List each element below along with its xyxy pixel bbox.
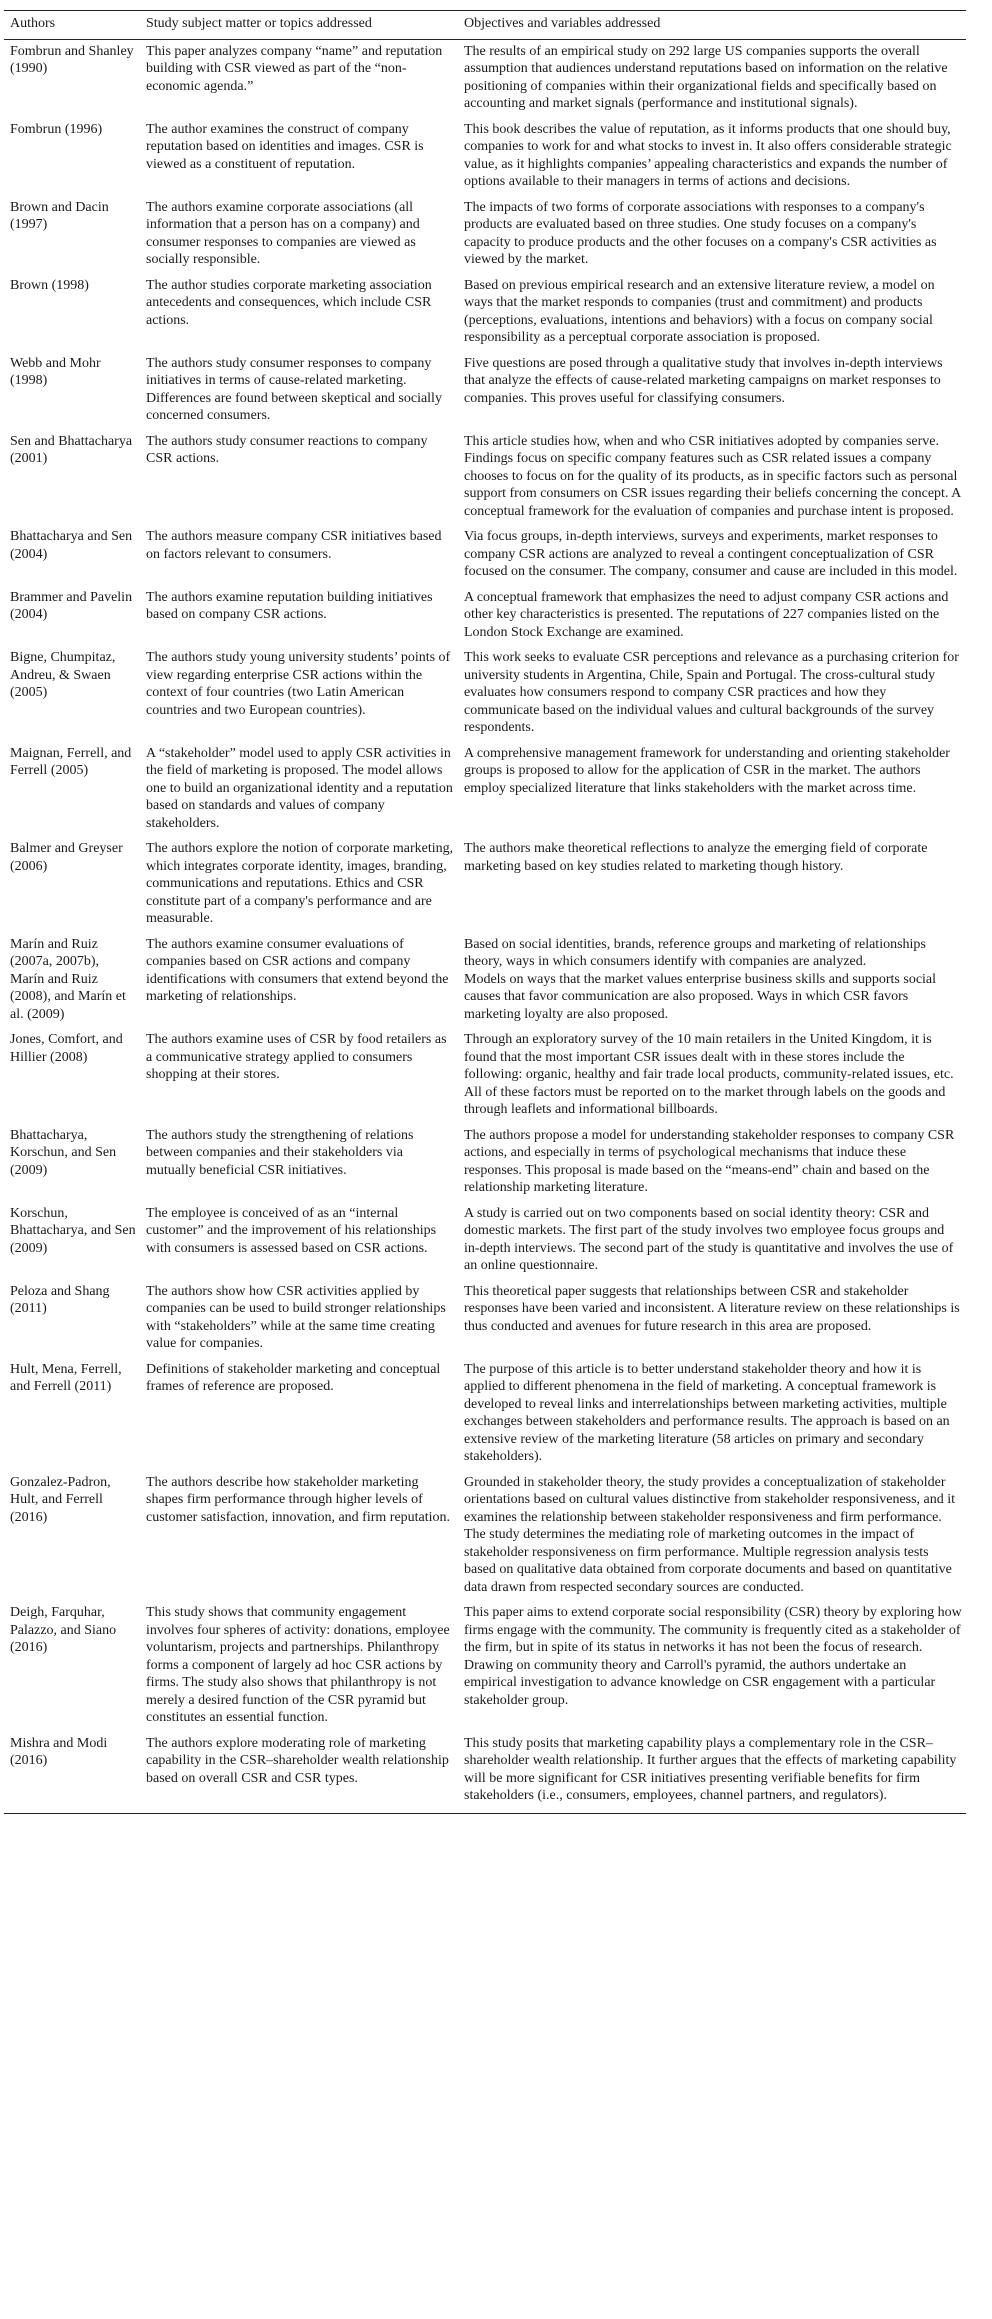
cell-topics: The authors examine consumer evaluations of companies based on CSR actions and company identifications with consumers that extend beyond the marketing of relationships.	[146, 936, 449, 1004]
cell-objectives	[458, 586, 966, 647]
cell-authors: Marín and Ruiz (2007a, 2007b), Marín and Ruiz (2008), and Marín et al. (2009)	[10, 936, 126, 1022]
cell-objectives	[458, 933, 966, 1029]
table-row	[4, 196, 966, 274]
table-row	[4, 837, 966, 933]
cell-authors: Balmer and Greyser (2006)	[10, 841, 123, 874]
cell-topics: A “stakeholder” model used to apply CSR activities in the field of marketing is proposed. The model allows one to build an organizational identity and a reputation based on standards and values of company stakeholders.	[146, 745, 453, 831]
cell-authors: Fombrun and Shanley (1990)	[10, 43, 134, 76]
header-objectives: Objectives and variables addressed	[458, 11, 966, 40]
objectives-paragraph: This article studies how, when and who CSR initiatives adopted by companies serve. Findings focus on specific company features such as CSR related issues a company chooses to focus on for the quality of its products, as in specific factors such as personal support from consumers on CSR issues regarding their beliefs concerning the concept. A conceptual framework for the evaluation of companies and purchase intent is proposed.	[464, 433, 961, 519]
cell-authors: Mishra and Modi (2016)	[4, 1732, 140, 1814]
objectives-paragraph: The purpose of this article is to better understand stakeholder theory and how it is applied to different phenomena in the field of marketing. A conceptual framework is developed to reveal links and interrelationships between marketing activities, multiple exchanges between stakeholders and performance results. The approach is based on an extensive review of the marketing literature (58 articles on primary and secondary stakeholders).	[464, 1361, 950, 1464]
cell-topics: The author examines the construct of company reputation based on identities and images. CSR is viewed as a constituent of reputation.	[146, 121, 424, 172]
table-row	[4, 430, 966, 526]
table-row	[4, 742, 966, 838]
cell-objectives	[458, 1601, 966, 1732]
cell-objectives	[458, 196, 966, 274]
literature-review-table	[4, 10, 966, 1814]
objectives-paragraph: Through an exploratory survey of the 10 main retailers in the United Kingdom, it is found that the most important CSR issues dealt with in these stores include the following: organic, healthy and fair trade local products, community-related issues, etc. All of these factors must be reported on to the market through labels on the goods and through leaflets and informational billboards.	[464, 1032, 954, 1117]
cell-topics: The authors study the strengthening of relations between companies and their stakeholders via mutually beneficial CSR initiatives.	[146, 1127, 414, 1178]
cell-authors: Korschun, Bhattacharya, and Sen (2009)	[10, 1205, 136, 1256]
objectives-paragraph: This study posits that marketing capability plays a complementary role in the CSR–shareholder wealth relationship. It further argues that the effects of marketing capability will be more significant for CSR initiatives presenting verifiable benefits for firm stakeholders (i.e., consumers, employees, channel partners, and regulators).	[464, 1735, 957, 1803]
objectives-paragraph: This theoretical paper suggests that relationships between CSR and stakeholder responses have been varied and inconsistent. A literature review on these relationships is thus conducted and avenues for future research in this area are proposed.	[464, 1283, 960, 1334]
table-row	[4, 118, 966, 196]
objectives-paragraph: The authors propose a model for understanding stakeholder responses to company CSR actions, and especially in terms of psychological mechanisms that induce these responses. This proposal is made based on the “means-end” chain and based on the relationship marketing literature.	[464, 1127, 955, 1195]
cell-authors: Bigne, Chumpitaz, Andreu, & Swaen (2005)	[10, 650, 116, 700]
cell-topics: The authors explore moderating role of marketing capability in the CSR–shareholder wealth relationship based on overall CSR and CSR types.	[140, 1732, 458, 1814]
table-row	[4, 1202, 966, 1280]
table-row	[4, 1471, 966, 1602]
cell-topics: The authors show how CSR activities applied by companies can be used to build stronger relationships with “stakeholders” while at the same time creating value for companies.	[146, 1283, 446, 1351]
cell-topics: This paper analyzes company “name” and reputation building with CSR viewed as part of the “non-economic agenda.”	[146, 43, 443, 94]
cell-authors: Gonzalez-Padron, Hult, and Ferrell (2016)	[10, 1474, 111, 1525]
cell-authors: Fombrun (1996)	[10, 121, 103, 137]
cell-objectives	[458, 646, 966, 742]
cell-topics: Definitions of stakeholder marketing and conceptual frames of reference are proposed.	[146, 1361, 441, 1394]
cell-topics: The authors examine reputation building initiatives based on company CSR actions.	[146, 589, 433, 622]
cell-topics: This study shows that community engagement involves four spheres of activity: donations, employee voluntarism, projects and partnerships. Philanthropy forms a component of largely ad hoc CSR actions by firms. The study also shows that philanthropy is not merely a desired function of the CSR pyramid but constitutes an essential function.	[146, 1605, 450, 1725]
cell-topics: The authors measure company CSR initiatives based on factors relevant to consumers.	[146, 529, 442, 562]
cell-authors: Jones, Comfort, and Hillier (2008)	[10, 1032, 123, 1065]
cell-authors: Maignan, Ferrell, and Ferrell (2005)	[10, 745, 132, 778]
cell-authors: Bhattacharya and Sen (2004)	[10, 529, 133, 562]
objectives-paragraph: A comprehensive management framework for understanding and orienting stakeholder groups is proposed to allow for the application of CSR in the market. The authors employ specialized literature that links stakeholders with the market across time.	[464, 745, 950, 796]
cell-authors: Bhattacharya, Korschun, and Sen (2009)	[10, 1127, 117, 1178]
cell-objectives	[458, 430, 966, 526]
table-row	[4, 646, 966, 742]
cell-topics: The authors describe how stakeholder marketing shapes firm performance through higher levels of customer satisfaction, innovation, and firm reputation.	[146, 1474, 451, 1525]
cell-authors: Webb and Mohr (1998)	[10, 355, 101, 388]
cell-authors: Hult, Mena, Ferrell, and Ferrell (2011)	[10, 1361, 122, 1394]
header-topics: Study subject matter or topics addressed	[140, 11, 458, 40]
header-authors: Authors	[4, 11, 140, 40]
cell-objectives	[458, 39, 966, 118]
table-row	[4, 352, 966, 430]
cell-authors: Brown and Dacin (1997)	[10, 199, 109, 232]
cell-authors: Brammer and Pavelin (2004)	[10, 589, 133, 622]
cell-objectives	[458, 118, 966, 196]
cell-authors: Sen and Bhattacharya (2001)	[10, 433, 133, 466]
table-row	[4, 1028, 966, 1124]
table-row	[4, 1280, 966, 1358]
table-body	[4, 39, 966, 1813]
cell-authors: Deigh, Farquhar, Palazzo, and Siano (2016)	[10, 1605, 117, 1655]
table-row	[4, 1358, 966, 1471]
cell-objectives	[458, 837, 966, 933]
objectives-paragraph: The authors make theoretical reflections to analyze the emerging field of corporate marketing based on key studies related to marketing though history.	[464, 841, 928, 874]
cell-authors: Brown (1998)	[10, 277, 89, 293]
objectives-paragraph: Grounded in stakeholder theory, the study provides a conceptualization of stakeholder orientations based on cultural values distinctive from stakeholder responsiveness, and it examines the relationship between stakeholder responsiveness and firm performance. The study determines the mediating role of marketing outcomes in the impact of stakeholder responsiveness on firm performance. Multiple regression analysis tests based on qualitative data obtained from corporate documents and based on quantitative data drawn from respected secondary sources are conducted.	[464, 1474, 956, 1595]
cell-topics: The employee is conceived of as an “internal customer” and the improvement of his relationships with consumers is assessed based on CSR actions.	[146, 1205, 437, 1256]
objectives-paragraph: Via focus groups, in-depth interviews, surveys and experiments, market responses to company CSR actions are analyzed to reveal a contingent conceptualization of CSR focused on the consumer. The company, consumer and cause are included in this model.	[464, 529, 958, 579]
cell-objectives	[458, 525, 966, 586]
objectives-paragraph: The results of an empirical study on 292 large US companies supports the overall assumption that audiences understand reputations based on information on the relative positioning of companies within their organizational fields and specifically based on accounting and market signals (performance and institutional signals).	[464, 43, 948, 111]
cell-topics: The authors study young university students’ points of view regarding enterprise CSR actions within the context of four countries (two Latin American countries and two European countries).	[146, 650, 451, 718]
cell-topics: The authors study consumer reactions to company CSR actions.	[146, 433, 428, 466]
cell-objectives	[458, 274, 966, 352]
table-header	[4, 11, 966, 40]
cell-authors: Peloza and Shang (2011)	[10, 1283, 110, 1316]
table-row	[4, 525, 966, 586]
cell-objectives	[458, 352, 966, 430]
objectives-paragraph: A study is carried out on two components based on social identity theory: CSR and domestic markets. The first part of the study involves two employee focus groups and in-depth interviews. The second part of the study is quantitative and involves the use of an online questionnaire.	[464, 1205, 954, 1273]
table-row	[4, 586, 966, 647]
cell-objectives	[458, 1124, 966, 1202]
objectives-paragraph: This work seeks to evaluate CSR perceptions and relevance as a purchasing criterion for university students in Argentina, Chile, Spain and Portugal. The cross-cultural study evaluates how consumers respond to company CSR practices and how they communicate based on the individual values and cultural backgrounds of the survey respondents.	[464, 650, 959, 735]
table-row	[4, 39, 966, 118]
objectives-paragraph: This paper aims to extend corporate social responsibility (CSR) theory by exploring how firms engage with the community. The community is frequently cited as a stakeholder of the firm, but in spite of its status in networks it has not been the focus of research. Drawing on community theory and Carroll's pyramid, the authors undertake an empirical investigation to advance knowledge on CSR engagement with a particular stakeholder group.	[464, 1605, 962, 1708]
table-row	[4, 274, 966, 352]
cell-objectives	[458, 1280, 966, 1358]
table-row	[4, 1124, 966, 1202]
cell-topics: The authors explore the notion of corporate marketing, which integrates corporate identity, images, branding, communications and reputations. Ethics and CSR constitute part of a company's performance and are measurable.	[146, 841, 454, 926]
cell-topics: The author studies corporate marketing association antecedents and consequences, which include CSR actions.	[146, 277, 432, 328]
table-row	[4, 1732, 966, 1814]
cell-objectives	[458, 1471, 966, 1602]
cell-objectives	[458, 1028, 966, 1124]
objectives-paragraph: Models on ways that the market values enterprise business skills and supports social causes that favor communication are also proposed. Ways in which CSR favors marketing loyalty are also proposed.	[464, 971, 937, 1022]
objectives-paragraph: Five questions are posed through a qualitative study that involves in-depth interviews that analyze the effects of cause-related marketing campaigns on market responses to companies. This proves useful for classifying consumers.	[464, 355, 943, 406]
objectives-paragraph: Based on previous empirical research and an extensive literature review, a model on ways that the market responds to companies (trust and commitment) and products (perceptions, evaluations, intentions and behaviors) with a focus on company social responsibility as a perceptual corporate association is proposed.	[464, 277, 935, 345]
cell-topics: The authors examine corporate associations (all information that a person has on a company) and consumer responses to companies are viewed as socially responsible.	[146, 199, 420, 267]
table-row	[4, 1601, 966, 1732]
cell-objectives	[458, 742, 966, 838]
cell-topics: The authors examine uses of CSR by food retailers as a communicative strategy applied to consumers shopping at their stores.	[146, 1032, 447, 1082]
cell-objectives	[458, 1202, 966, 1280]
table-row	[4, 933, 966, 1029]
cell-objectives	[458, 1732, 966, 1814]
header-row	[4, 11, 966, 40]
objectives-paragraph: This book describes the value of reputation, as it informs products that one should buy, companies to work for and what stocks to invest in. It also offers considerable strategic value, as it highlights companies’ appealing characteristics and expands the number of options available to their managers in terms of actions and decisions.	[464, 121, 952, 189]
objectives-paragraph: A conceptual framework that emphasizes the need to adjust company CSR actions and other key characteristics is presented. The reputations of 227 companies listed on the London Stock Exchange are examined.	[464, 589, 949, 640]
objectives-paragraph: The impacts of two forms of corporate associations with responses to a company's products are evaluated based on three studies. One study focuses on a company's capacity to produce products and the other focuses on a company's CSR activities as viewed by the market.	[464, 199, 937, 267]
cell-objectives	[458, 1358, 966, 1471]
cell-topics: The authors study consumer responses to company initiatives in terms of cause-related marketing. Differences are found between skeptical and socially concerned consumers.	[146, 355, 442, 423]
objectives-paragraph: Based on social identities, brands, reference groups and marketing of relationships theory, ways in which consumers identify with companies are analyzed.	[464, 936, 926, 969]
